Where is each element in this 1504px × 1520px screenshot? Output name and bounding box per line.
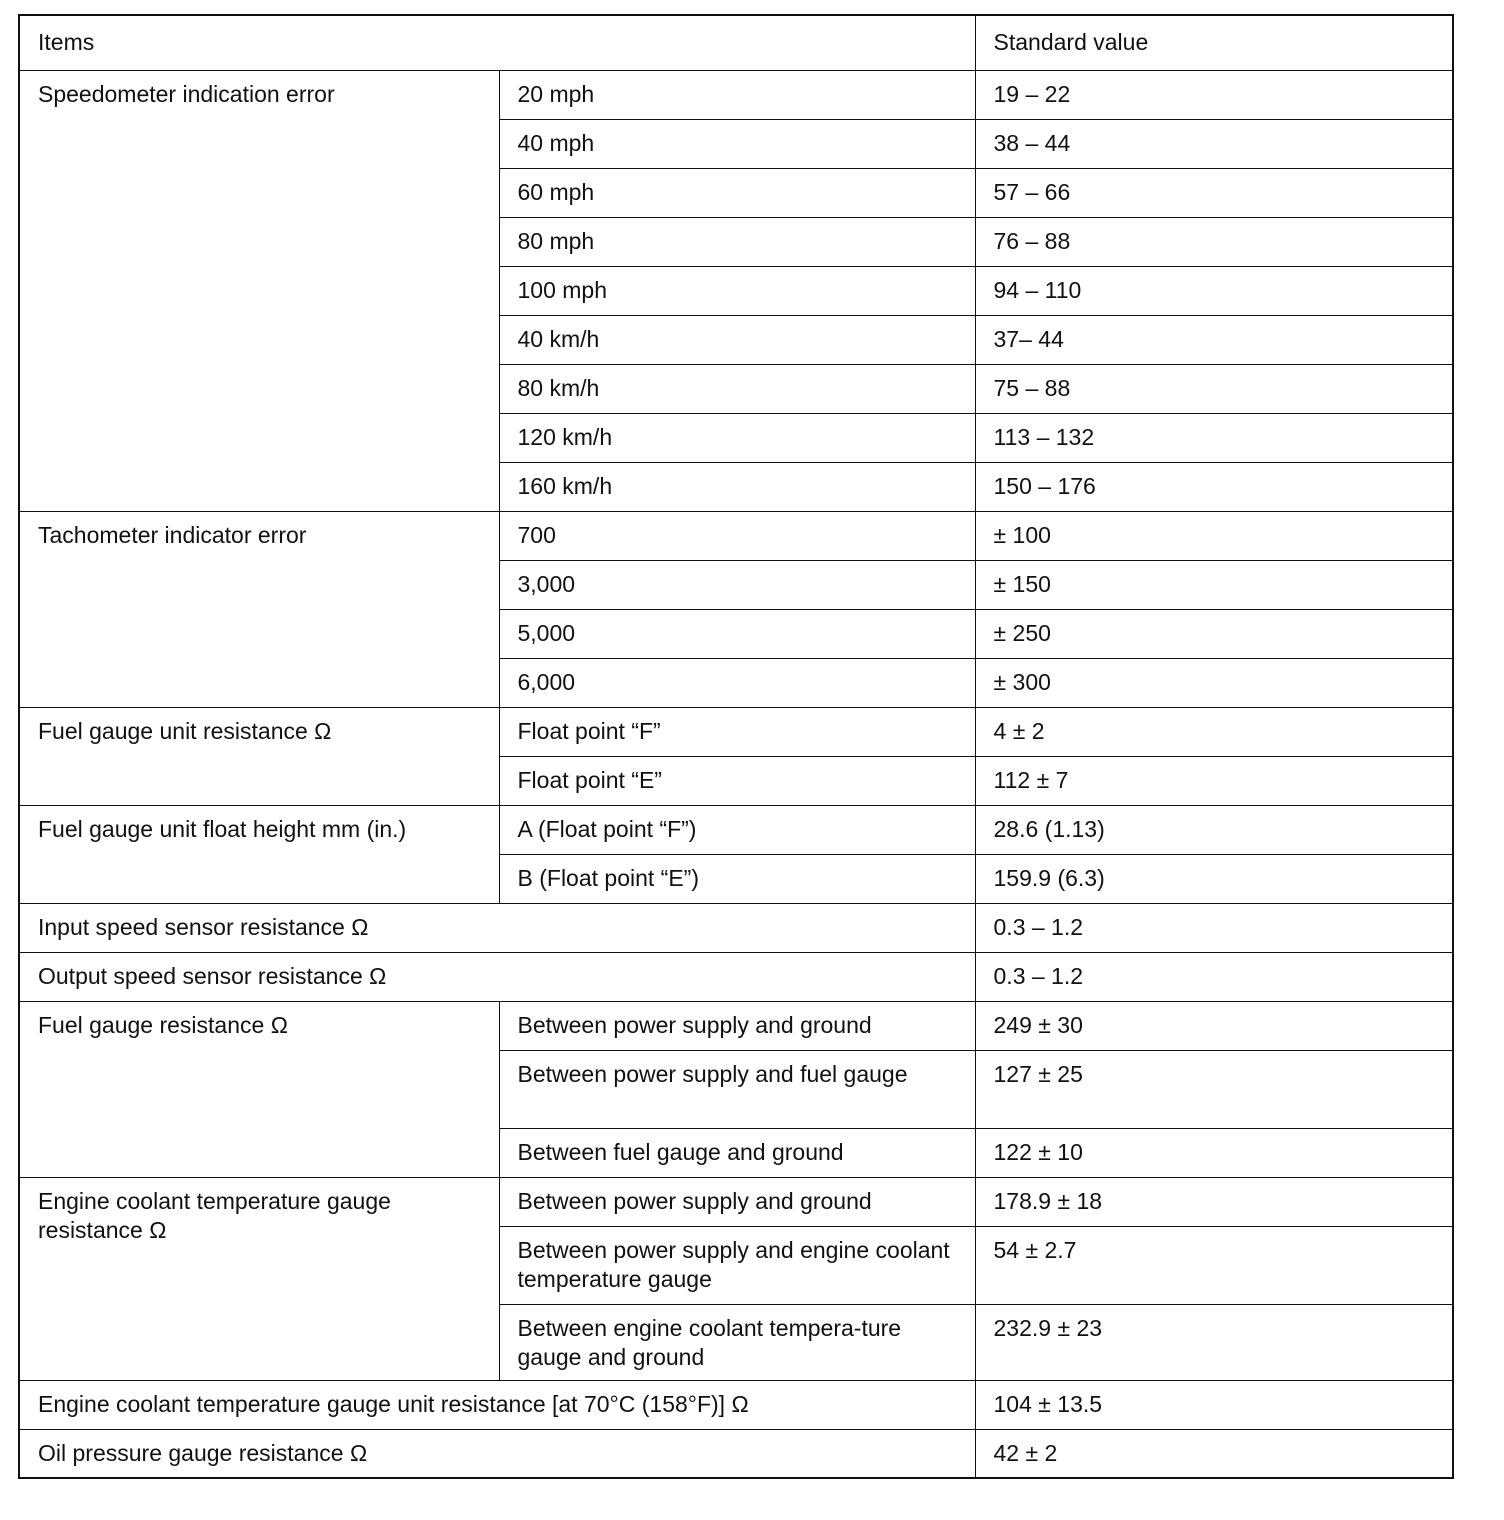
value: 122 ± 10: [975, 1128, 1453, 1177]
value: 37– 44: [975, 315, 1453, 364]
value: 249 ± 30: [975, 1001, 1453, 1050]
condition: B (Float point “E”): [499, 854, 975, 903]
header-standard-value: Standard value: [975, 15, 1453, 70]
value: 150 – 176: [975, 462, 1453, 511]
value: 112 ± 7: [975, 756, 1453, 805]
table-row: [19, 805, 1453, 854]
value: 57 – 66: [975, 168, 1453, 217]
item-label: Tachometer indicator error: [19, 511, 499, 707]
item-label: Engine coolant temperature gauge unit resistance [at 70°C (158°F)] Ω: [19, 1380, 975, 1429]
table-row: [19, 903, 1453, 952]
item-label: Engine coolant temperature gauge resistance Ω: [19, 1177, 499, 1380]
header-items: Items: [19, 15, 975, 70]
value: ± 250: [975, 609, 1453, 658]
condition: 160 km/h: [499, 462, 975, 511]
condition: 40 mph: [499, 119, 975, 168]
condition: 40 km/h: [499, 315, 975, 364]
value: ± 100: [975, 511, 1453, 560]
value: 94 – 110: [975, 266, 1453, 315]
table-row: [19, 1001, 1453, 1050]
condition: 20 mph: [499, 70, 975, 119]
specification-table: [18, 14, 1454, 1479]
value: 38 – 44: [975, 119, 1453, 168]
value: 76 – 88: [975, 217, 1453, 266]
table-row: [19, 1429, 1453, 1478]
value: 0.3 – 1.2: [975, 952, 1453, 1001]
condition: 60 mph: [499, 168, 975, 217]
condition: 80 mph: [499, 217, 975, 266]
value: ± 150: [975, 560, 1453, 609]
table-row: [19, 1380, 1453, 1429]
value: 159.9 (6.3): [975, 854, 1453, 903]
table-row: [19, 707, 1453, 756]
value: 178.9 ± 18: [975, 1177, 1453, 1226]
condition: Between power supply and engine coolant temperature gauge: [499, 1226, 975, 1304]
item-label: Speedometer indication error: [19, 70, 499, 511]
item-label: Fuel gauge unit float height mm (in.): [19, 805, 499, 903]
item-label: Output speed sensor resistance Ω: [19, 952, 975, 1001]
value: ± 300: [975, 658, 1453, 707]
condition: Between power supply and fuel gauge: [499, 1050, 975, 1128]
item-label: Oil pressure gauge resistance Ω: [19, 1429, 975, 1478]
condition: Between power supply and ground: [499, 1001, 975, 1050]
value: 19 – 22: [975, 70, 1453, 119]
header-row: [19, 15, 1453, 70]
value: 4 ± 2: [975, 707, 1453, 756]
condition: Between fuel gauge and ground: [499, 1128, 975, 1177]
table-row: [19, 1177, 1453, 1226]
condition: 5,000: [499, 609, 975, 658]
value: 232.9 ± 23: [975, 1304, 1453, 1380]
condition: Float point “E”: [499, 756, 975, 805]
value: 113 – 132: [975, 413, 1453, 462]
table-row: [19, 70, 1453, 119]
value: 42 ± 2: [975, 1429, 1453, 1478]
value: 54 ± 2.7: [975, 1226, 1453, 1304]
condition: Between power supply and ground: [499, 1177, 975, 1226]
value: 0.3 – 1.2: [975, 903, 1453, 952]
condition: Float point “F”: [499, 707, 975, 756]
condition: 100 mph: [499, 266, 975, 315]
condition: 3,000: [499, 560, 975, 609]
condition: 6,000: [499, 658, 975, 707]
value: 104 ± 13.5: [975, 1380, 1453, 1429]
item-label: Input speed sensor resistance Ω: [19, 903, 975, 952]
item-label: Fuel gauge unit resistance Ω: [19, 707, 499, 805]
item-label: Fuel gauge resistance Ω: [19, 1001, 499, 1177]
value: 75 – 88: [975, 364, 1453, 413]
condition: 120 km/h: [499, 413, 975, 462]
table-row: [19, 511, 1453, 560]
value: 127 ± 25: [975, 1050, 1453, 1128]
condition: Between engine coolant tempera-ture gauge and ground: [499, 1304, 975, 1380]
value: 28.6 (1.13): [975, 805, 1453, 854]
condition: 80 km/h: [499, 364, 975, 413]
condition: 700: [499, 511, 975, 560]
condition: A (Float point “F”): [499, 805, 975, 854]
table-row: [19, 952, 1453, 1001]
